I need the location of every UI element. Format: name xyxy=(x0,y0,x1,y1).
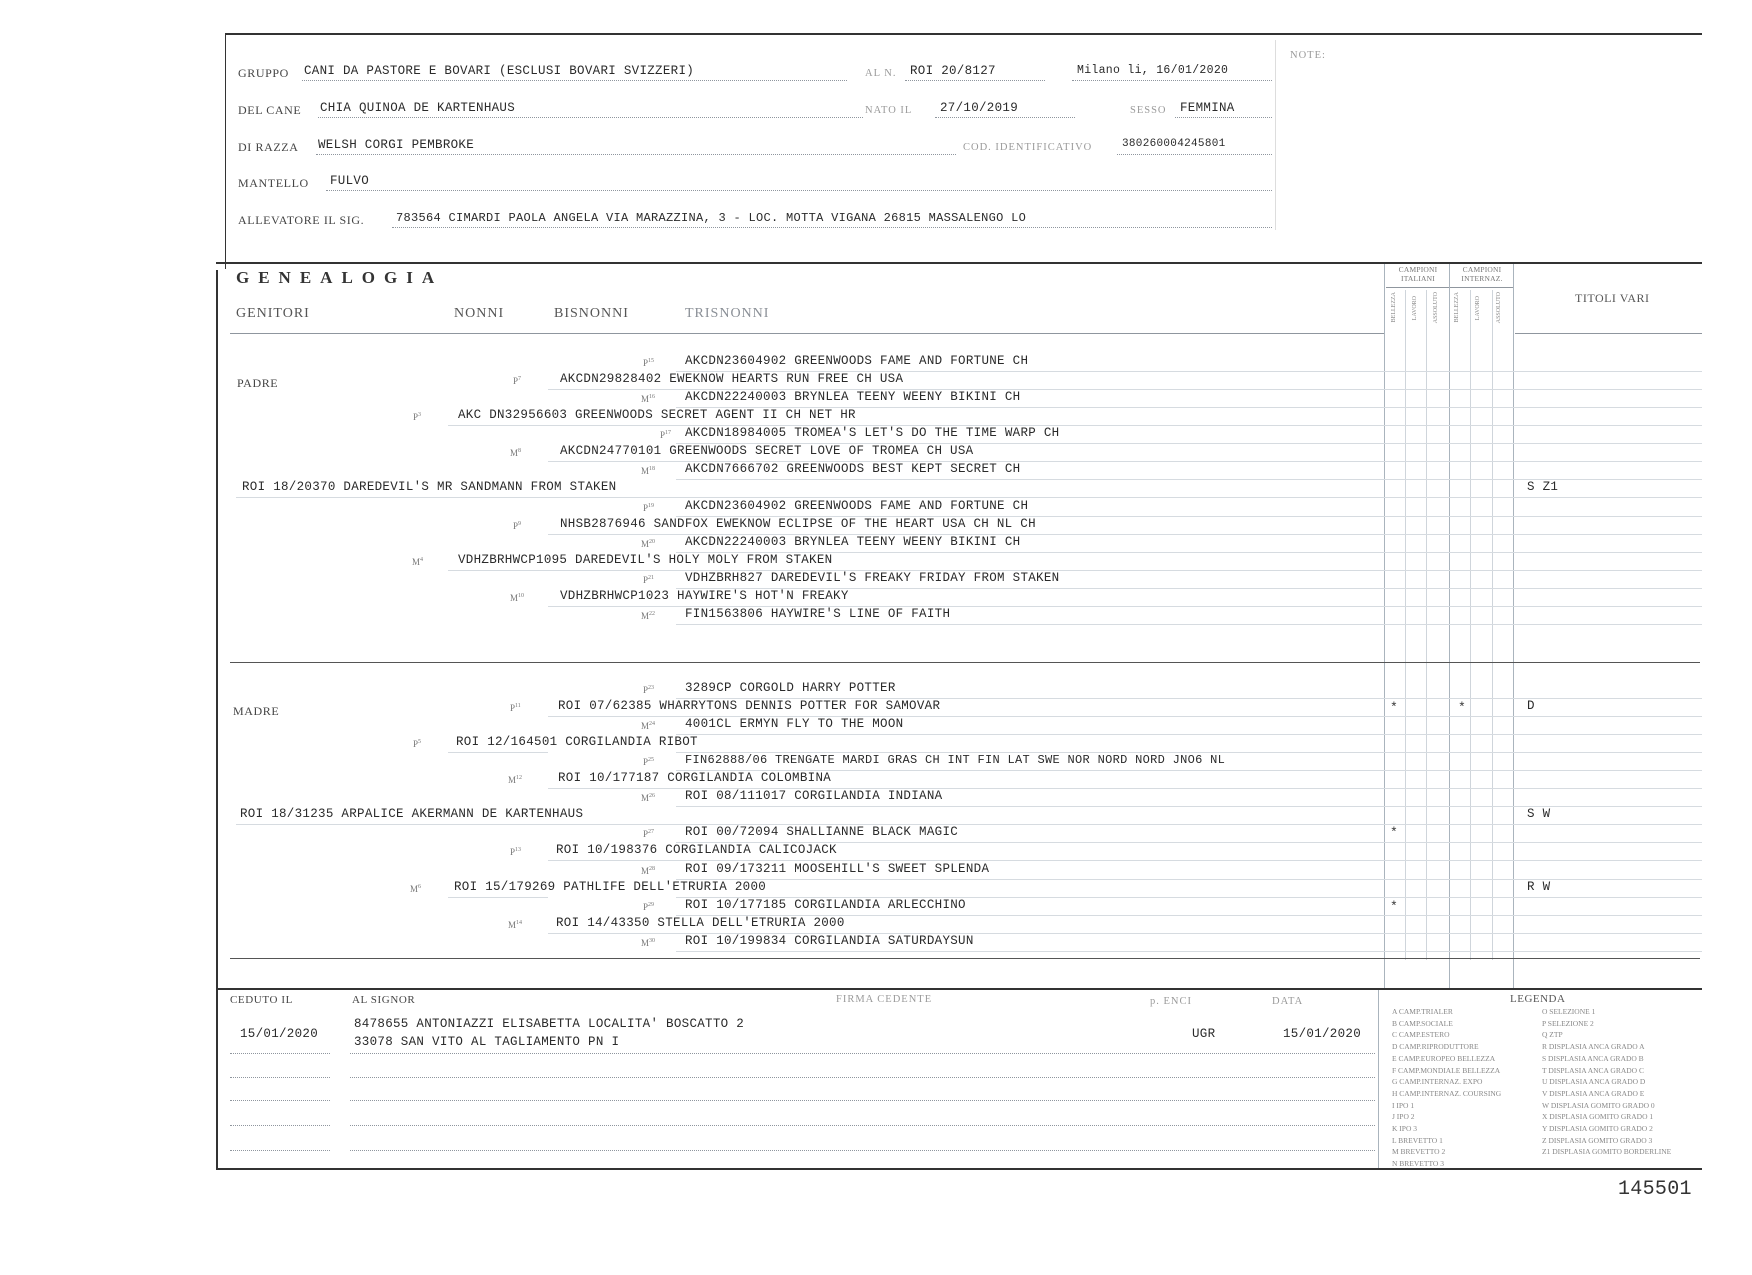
ancestor-m18: AKCDN7666702 GREENWOODS BEST KEPT SECRET CH xyxy=(685,462,1021,476)
ancestor-m30: ROI 10/199834 CORGILANDIA SATURDAYSUN xyxy=(685,934,974,948)
marker-m28: $M^{28}$ xyxy=(641,866,656,876)
enci-value: UGR xyxy=(1192,1027,1216,1041)
gruppo-value: CANI DA PASTORE E BOVARI (ESCLUSI BOVARI SVIZZERI) xyxy=(304,64,695,78)
ancestor-m10: VDHZBRHWCP1023 HAYWIRE'S HOT'N FREAKY xyxy=(560,589,849,603)
legend-item: Z DISPLASIA GOMITO GRADO 3 xyxy=(1542,1135,1653,1145)
ancestor-p21: VDHZBRH827 DAREDEVIL'S FREAKY FRIDAY FROM STAKEN xyxy=(685,571,1060,585)
legend-item: J IPO 2 xyxy=(1392,1112,1415,1122)
legend-item: X DISPLASIA GOMITO GRADO 1 xyxy=(1542,1112,1654,1122)
row-rule xyxy=(548,788,676,789)
marker-m24: $M^{24}$ xyxy=(641,721,656,731)
legend-item: L BREVETTO 1 xyxy=(1392,1135,1443,1145)
marker-m6: $M^6$ xyxy=(410,884,422,894)
transfer-rule xyxy=(350,1077,1375,1078)
transfer-rule xyxy=(350,1053,1375,1054)
legend-item: O SELEZIONE 1 xyxy=(1542,1007,1596,1016)
row-rule xyxy=(236,824,676,825)
marker-m12: $M^{12}$ xyxy=(508,775,523,785)
row-rule xyxy=(548,933,676,934)
data-value: 15/01/2020 xyxy=(1283,1027,1362,1041)
code-value: 380260004245801 xyxy=(1122,138,1226,150)
row-rule xyxy=(676,624,1702,625)
marker-p25: $P^{25}$ xyxy=(643,757,655,767)
p11-title: D xyxy=(1527,699,1535,713)
legend-item: W DISPLASIA GOMITO GRADO 0 xyxy=(1542,1100,1655,1110)
al-n-label: AL N. xyxy=(865,68,897,79)
ancestor-m22: FIN1563806 HAYWIRE'S LINE OF FAITH xyxy=(685,607,951,621)
legend-item: S DISPLASIA ANCA GRADO B xyxy=(1542,1053,1644,1063)
row-rule xyxy=(676,860,1702,861)
legend-item: E CAMP.EUROPEO BELLEZZA xyxy=(1392,1053,1496,1063)
marker-p27: $P^{27}$ xyxy=(643,829,655,839)
marker-p11: $P^{11}$ xyxy=(510,703,521,713)
ancestor-p11: ROI 07/62385 WHARRYTONS DENNIS POTTER FOR SAMOVAR xyxy=(558,699,941,713)
legend-item: N BREVETTO 3 xyxy=(1392,1159,1444,1169)
dog-name: CHIA QUINOA DE KARTENHAUS xyxy=(320,101,516,115)
it-lavoro: LAVORO xyxy=(1412,296,1418,321)
marker-p19: $P^{19}$ xyxy=(643,503,655,513)
gruppo-label: GRUPPO xyxy=(238,66,289,80)
breeder-value: 783564 CIMARDI PAOLA ANGELA VIA MARAZZINA, 3 - LOC. MOTTA VIGANA 26815 MASSALENGO LO xyxy=(396,211,1027,225)
row-rule xyxy=(448,752,548,753)
ancestor-p15: AKCDN23604902 GREENWOODS FAME AND FORTUNE CH xyxy=(685,354,1029,368)
transfer-rule xyxy=(230,1150,330,1151)
coat-label: MANTELLO xyxy=(238,176,309,190)
transfer-rule xyxy=(230,1125,330,1126)
marker-p3: $P^3$ xyxy=(413,412,422,422)
transfer-rule xyxy=(350,1125,1375,1126)
legend-item: A CAMP.TRIALER xyxy=(1392,1007,1453,1016)
madre-end-separator xyxy=(230,958,1700,959)
ancestor-p19: AKCDN23604902 GREENWOODS FAME AND FORTUNE CH xyxy=(685,499,1029,513)
transfer-rule xyxy=(230,1053,330,1054)
code-label: COD. IDENTIFICATIVO xyxy=(963,142,1093,153)
row-rule xyxy=(448,897,548,898)
row-rule xyxy=(548,860,676,861)
legend-item: Q ZTP xyxy=(1542,1030,1563,1040)
al-n-value: ROI 20/8127 xyxy=(910,64,996,78)
ancestor-m14: ROI 14/43350 STELLA DELL'ETRURIA 2000 xyxy=(556,916,845,930)
marker-p15: $P^{15}$ xyxy=(643,358,655,368)
breed-label: DI RAZZA xyxy=(238,140,299,154)
genealogy-title: GENEALOGIA xyxy=(236,268,444,287)
row-rule xyxy=(236,497,676,498)
marker-m14: $M^{14}$ xyxy=(508,920,523,930)
sex-value: FEMMINA xyxy=(1180,101,1235,115)
legend-item: R DISPLASIA ANCA GRADO A xyxy=(1542,1042,1645,1052)
ancestor-p3: AKC DN32956603 GREENWOODS SECRET AGENT II CH NET HR xyxy=(458,408,856,422)
ancestor-m16: AKCDN22240003 BRYNLEA TEENY WEENY BIKINI CH xyxy=(685,390,1021,404)
padre-name: ROI 18/20370 DAREDEVIL'S MR SANDMANN FROM STAKEN xyxy=(242,480,617,494)
note-label: NOTE: xyxy=(1290,50,1326,61)
champion-mark-p11-int: * xyxy=(1458,700,1466,715)
al-signor-line1: 8478655 ANTONIAZZI ELISABETTA LOCALITA' BOSCATTO 2 xyxy=(354,1017,745,1031)
row-rule xyxy=(548,461,676,462)
al-signor-label: AL SIGNOR xyxy=(352,994,416,1006)
transfer-rule xyxy=(350,1100,1375,1101)
marker-p9: $P^9$ xyxy=(513,521,522,531)
ancestor-m28: ROI 09/173211 MOOSEHILL'S SWEET SPLENDA xyxy=(685,862,990,876)
legend-item: P SELEZIONE 2 xyxy=(1542,1018,1594,1028)
marker-m8: $M^8$ xyxy=(510,448,522,458)
it-assoluto: ASSOLUTO xyxy=(1433,292,1439,324)
legend-title: LEGENDA xyxy=(1510,993,1566,1005)
it-bellezza: BELLEZZA xyxy=(1391,292,1397,323)
madre-label: MADRE xyxy=(233,704,280,718)
legend-item: U DISPLASIA ANCA GRADO D xyxy=(1542,1077,1646,1087)
legend-right-list xyxy=(1542,1006,1671,1158)
serial-number: 145501 xyxy=(1618,1178,1692,1201)
legend-item: V DISPLASIA ANCA GRADO E xyxy=(1542,1088,1645,1098)
legend-item: T DISPLASIA ANCA GRADO C xyxy=(1542,1065,1644,1075)
transfer-rule xyxy=(230,1100,330,1101)
marker-p17: $P^{17}$ xyxy=(660,430,672,440)
row-rule xyxy=(676,951,1702,952)
row-rule xyxy=(548,389,676,390)
al-signor-line2: 33078 SAN VITO AL TAGLIAMENTO PN I xyxy=(354,1035,620,1049)
padre-label: PADRE xyxy=(237,376,279,390)
born-date: 27/10/2019 xyxy=(940,101,1019,115)
champion-mark-p27: * xyxy=(1390,825,1398,840)
ancestor-m12: ROI 10/177187 CORGILANDIA COLOMBINA xyxy=(558,771,832,785)
ancestor-p13: ROI 10/198376 CORGILANDIA CALICOJACK xyxy=(556,843,837,857)
legend-left-list xyxy=(1392,1006,1501,1170)
marker-m18: $M^{18}$ xyxy=(641,466,656,476)
ancestor-m26: ROI 08/111017 CORGILANDIA INDIANA xyxy=(685,789,943,803)
dog-name-label: DEL CANE xyxy=(238,103,302,117)
marker-m4: $M^4$ xyxy=(412,557,424,567)
place-date: Milano li, 16/01/2020 xyxy=(1077,64,1229,77)
legend-item: F CAMP.MONDIALE BELLEZZA xyxy=(1392,1065,1501,1075)
legend-item: Z1 DISPLASIA GOMITO BORDERLINE xyxy=(1542,1147,1672,1157)
row-rule xyxy=(548,716,676,717)
transfer-rule xyxy=(230,1077,330,1078)
marker-m10: $M^{10}$ xyxy=(510,593,525,603)
marker-m22: $M^{22}$ xyxy=(641,611,656,621)
ancestor-m20: AKCDN22240003 BRYNLEA TEENY WEENY BIKINI CH xyxy=(685,535,1021,549)
col-trisnonni: TRISNONNI xyxy=(685,306,770,321)
marker-m20: $M^{20}$ xyxy=(641,539,656,549)
breed-value: WELSH CORGI PEMBROKE xyxy=(318,138,475,152)
legend-item: Y DISPLASIA GOMITO GRADO 2 xyxy=(1542,1124,1653,1134)
ancestor-p29: ROI 10/177185 CORGILANDIA ARLECCHINO xyxy=(685,898,966,912)
data-label: DATA xyxy=(1272,996,1304,1007)
marker-m26: $M^{26}$ xyxy=(641,793,656,803)
breeder-label: ALLEVATORE IL SIG. xyxy=(238,213,365,227)
row-rule xyxy=(548,534,676,535)
ancestor-m24: 4001CL ERMYN FLY TO THE MOON xyxy=(685,717,904,731)
madre-title: S W xyxy=(1527,807,1551,821)
int-lavoro: LAVORO xyxy=(1475,296,1481,321)
col-nonni: NONNI xyxy=(454,306,505,321)
ancestor-p9: NHSB2876946 SANDFOX EWEKNOW ECLIPSE OF THE HEART USA CH NL CH xyxy=(560,517,1036,531)
row-rule xyxy=(448,425,548,426)
legend-item: G CAMP.INTERNAZ. EXPO xyxy=(1392,1077,1483,1087)
ceduto-label: CEDUTO IL xyxy=(230,994,293,1006)
legend-item: M BREVETTO 2 xyxy=(1392,1147,1446,1157)
legend-item: I IPO 1 xyxy=(1392,1100,1415,1110)
firma-label: FIRMA CEDENTE xyxy=(836,994,933,1005)
ancestor-m8: AKCDN24770101 GREENWOODS SECRET LOVE OF TROMEA CH USA xyxy=(560,444,974,458)
row-rule xyxy=(676,734,1702,735)
champion-mark-p29: * xyxy=(1390,899,1398,914)
coat-value: FULVO xyxy=(330,174,370,188)
champion-mark-p11-it: * xyxy=(1390,700,1398,715)
ancestor-p17: AKCDN18984005 TROMEA'S LET'S DO THE TIME WARP CH xyxy=(685,426,1060,440)
padre-title: S Z1 xyxy=(1527,480,1559,494)
ancestor-m4: VDHZBRHWCP1095 DAREDEVIL'S HOLY MOLY FROM STAKEN xyxy=(458,553,833,567)
row-rule xyxy=(676,497,1702,498)
row-rule xyxy=(548,570,676,571)
legend-item: C CAMP.ESTERO xyxy=(1392,1030,1450,1040)
marker-p29: $P^{29}$ xyxy=(643,902,655,912)
transfer-rule xyxy=(350,1150,1375,1151)
enci-label: p. ENCI xyxy=(1150,996,1192,1007)
ancestor-p7: AKCDN29828402 EWEKNOW HEARTS RUN FREE CH USA xyxy=(560,372,904,386)
legend-item: H CAMP.INTERNAZ. COURSING xyxy=(1392,1088,1502,1098)
marker-p5: $P^5$ xyxy=(413,739,422,749)
marker-p23: $P^{23}$ xyxy=(643,685,655,695)
marker-p7: $P^7$ xyxy=(513,376,522,386)
col-bisnonni: BISNONNI xyxy=(554,306,629,321)
row-rule xyxy=(548,425,676,426)
madre-name: ROI 18/31235 ARPALICE AKERMANN DE KARTENHAUS xyxy=(240,807,584,821)
camp-italiani-label: CAMPIONI ITALIANI xyxy=(1398,265,1438,283)
marker-m16: $M^{16}$ xyxy=(641,394,656,404)
m6-title: R W xyxy=(1527,880,1551,894)
row-rule xyxy=(448,570,548,571)
titoli-vari-label: TITOLI VARI xyxy=(1575,291,1650,305)
marker-p21: $P^{21}$ xyxy=(643,575,655,585)
ancestor-p27: ROI 00/72094 SHALLIANNE BLACK MAGIC xyxy=(685,825,959,839)
int-assoluto: ASSOLUTO xyxy=(1496,292,1502,324)
legend-item: B CAMP.SOCIALE xyxy=(1392,1018,1453,1028)
born-label: NATO IL xyxy=(865,105,913,116)
padre-madre-separator xyxy=(230,662,1700,663)
ceduto-date: 15/01/2020 xyxy=(240,1027,319,1041)
camp-internaz-label: CAMPIONI INTERNAZ. xyxy=(1461,265,1503,283)
ancestor-p23: 3289CP CORGOLD HARRY POTTER xyxy=(685,681,896,695)
row-rule xyxy=(548,606,676,607)
int-bellezza: BELLEZZA xyxy=(1454,292,1460,323)
marker-p13: $P^{13}$ xyxy=(510,847,522,857)
ancestor-p25: FIN62888/06 TRENGATE MARDI GRAS CH INT FIN LAT SWE NOR NORD NORD JNO6 NL xyxy=(685,753,1226,767)
col-genitori: GENITORI xyxy=(236,306,310,321)
ancestor-p5: ROI 12/164501 CORGILANDIA RIBOT xyxy=(456,735,698,749)
legend-item: D CAMP.RIPRODUTTORE xyxy=(1392,1042,1479,1052)
legend-item: K IPO 3 xyxy=(1392,1124,1418,1134)
marker-m30: $M^{30}$ xyxy=(641,938,656,948)
ancestor-m6: ROI 15/179269 PATHLIFE DELL'ETRURIA 2000 xyxy=(454,880,767,894)
sex-label: SESSO xyxy=(1130,105,1167,116)
